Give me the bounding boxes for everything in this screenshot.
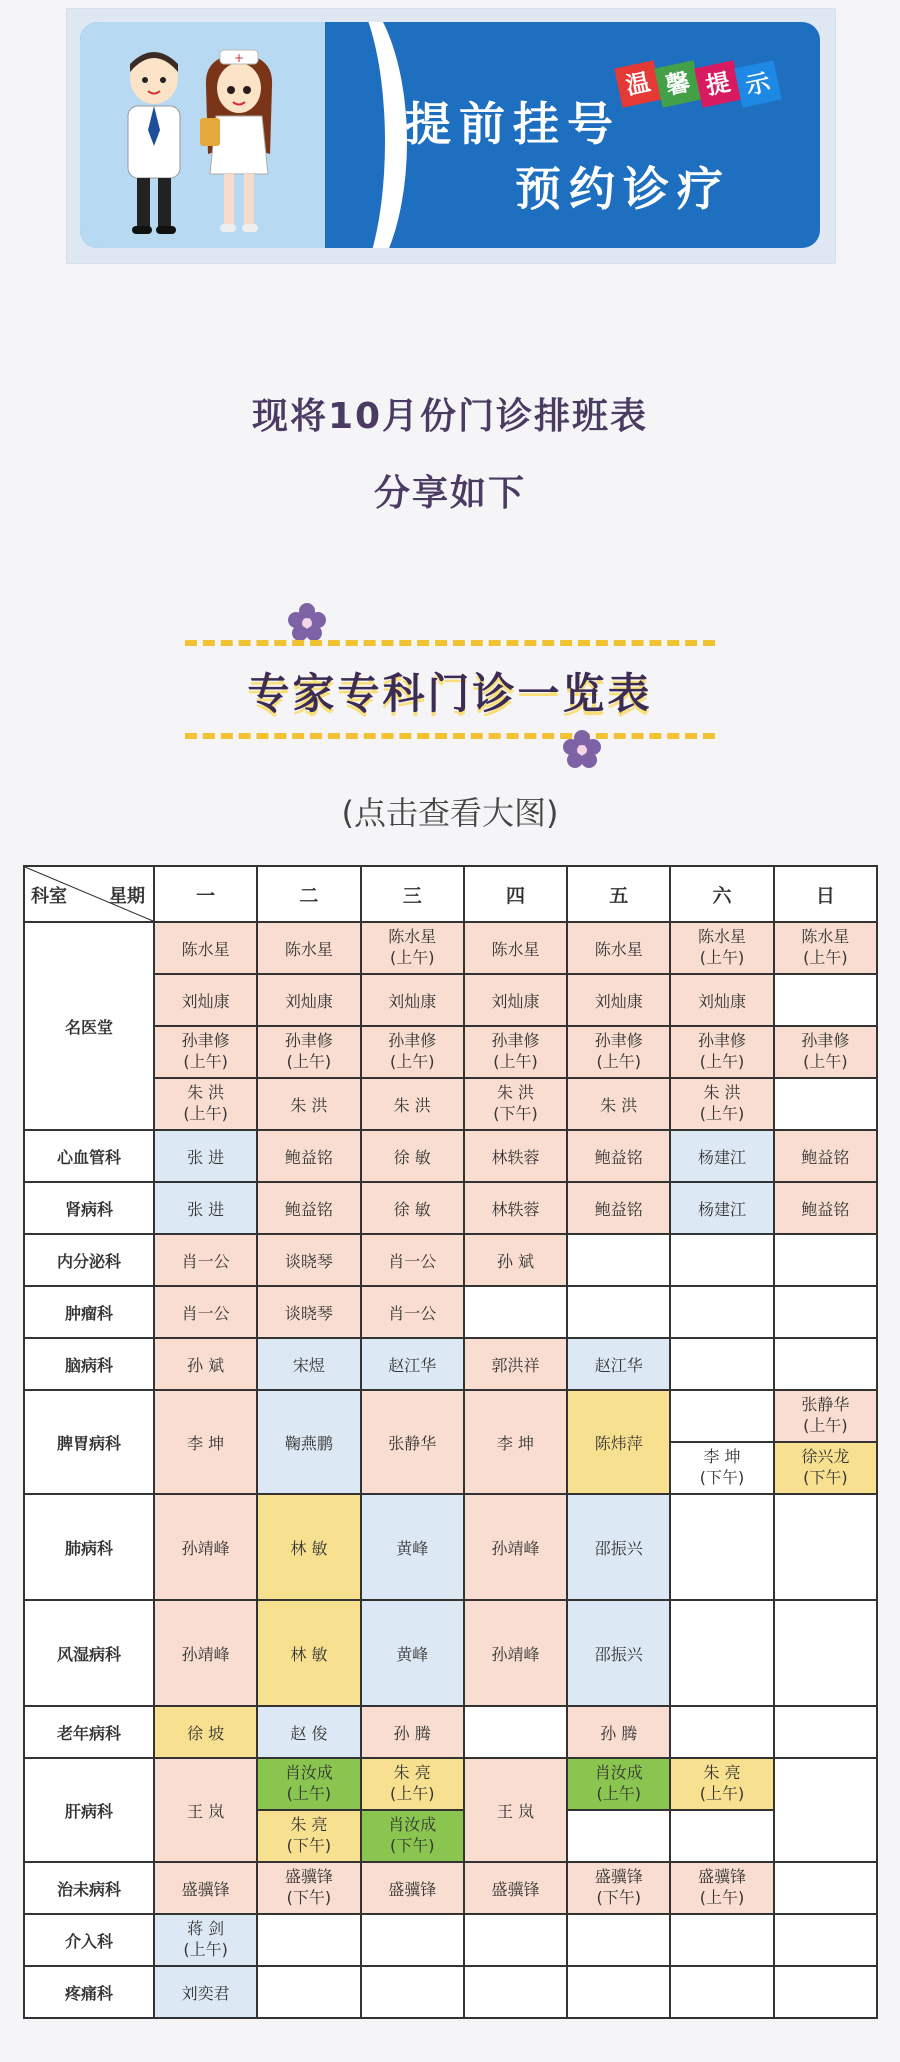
table-cell: 盛骥锋: [464, 1862, 567, 1914]
table-cell: 张静华 (上午): [774, 1390, 877, 1442]
nurse-illustration-icon: [196, 42, 282, 240]
table-cell: [464, 1286, 567, 1338]
header-day: 四: [464, 866, 567, 922]
table-cell: 赵江华: [567, 1338, 670, 1390]
table-cell: [567, 1914, 670, 1966]
table-cell: 肖一公: [361, 1286, 464, 1338]
table-cell: [670, 1494, 773, 1600]
table-cell: 刘灿康: [567, 974, 670, 1026]
table-cell: 刘奕君: [154, 1966, 257, 2018]
table-cell: 林轶蓉: [464, 1130, 567, 1182]
table-cell: 陈水星: [154, 922, 257, 974]
table-cell: 邵振兴: [567, 1494, 670, 1600]
table-cell: 王 岚: [154, 1758, 257, 1862]
table-cell: 刘灿康: [670, 974, 773, 1026]
header-day: 一: [154, 866, 257, 922]
table-cell: 杨建江: [670, 1130, 773, 1182]
table-cell: [774, 1338, 877, 1390]
table-cell: 鲍益铭: [257, 1130, 360, 1182]
table-cell: [670, 1390, 773, 1442]
dept-label: 脑病科: [24, 1338, 154, 1390]
table-cell: 朱 洪 (上午): [154, 1078, 257, 1130]
table-cell: [774, 1234, 877, 1286]
table-cell: 孙聿修 (上午): [774, 1026, 877, 1078]
table-row: [24, 1390, 877, 1442]
table-cell: 孙聿修 (上午): [154, 1026, 257, 1078]
table-cell: 朱 洪: [257, 1078, 360, 1130]
dept-label: 肿瘤科: [24, 1286, 154, 1338]
table-cell: 鲍益铭: [567, 1182, 670, 1234]
table-cell: 黄峰: [361, 1494, 464, 1600]
header-day: 二: [257, 866, 360, 922]
table-cell: 陈炜萍: [567, 1390, 670, 1494]
view-large-image-link[interactable]: (点击查看大图): [341, 794, 559, 832]
table-cell: 盛骥锋: [361, 1862, 464, 1914]
banner-title-line2: 预约诊疗: [515, 162, 731, 216]
table-cell: [464, 1966, 567, 2018]
table-row: [24, 922, 877, 974]
table-cell: 孙聿修 (上午): [567, 1026, 670, 1078]
table-cell: 孙 腾: [567, 1706, 670, 1758]
tip-char-4: 示: [734, 60, 781, 107]
table-cell: 陈水星: [567, 922, 670, 974]
tip-char-2: 馨: [654, 60, 701, 107]
table-cell: 孙聿修 (上午): [670, 1026, 773, 1078]
table-cell: 刘灿康: [154, 974, 257, 1026]
table-cell: 徐 敏: [361, 1130, 464, 1182]
table-cell: 张静华: [361, 1390, 464, 1494]
table-cell: 蒋 剑 (上午): [154, 1914, 257, 1966]
table-cell: 孙聿修 (上午): [361, 1026, 464, 1078]
table-row: [24, 1966, 877, 2018]
table-cell: 朱 洪 (上午): [670, 1078, 773, 1130]
table-cell: [361, 1914, 464, 1966]
table-cell: 陈水星 (上午): [670, 922, 773, 974]
table-cell: 鞠燕鹏: [257, 1390, 360, 1494]
table-cell: 孙 腾: [361, 1706, 464, 1758]
table-cell: 朱 亮 (上午): [361, 1758, 464, 1810]
table-cell: 肖一公: [154, 1286, 257, 1338]
table-cell: 肖汝成 (下午): [361, 1810, 464, 1862]
header-day-label: 星期: [109, 886, 145, 907]
dept-label: 肾病科: [24, 1182, 154, 1234]
dept-label: 老年病科: [24, 1706, 154, 1758]
table-cell: 朱 亮 (上午): [670, 1758, 773, 1810]
table-cell: 孙聿修 (上午): [257, 1026, 360, 1078]
table-cell: [670, 1914, 773, 1966]
table-cell: [670, 1600, 773, 1706]
table-cell: [670, 1338, 773, 1390]
table-cell: [774, 1600, 877, 1706]
table-cell: 张 进: [154, 1182, 257, 1234]
table-cell: [774, 1706, 877, 1758]
table-cell: 林 敏: [257, 1600, 360, 1706]
header-day: 六: [670, 866, 773, 922]
title-dash-top: [185, 640, 715, 646]
intro-line-1: 现将10月份门诊排班表: [251, 396, 649, 437]
table-row: [24, 1338, 877, 1390]
table-row: [24, 1130, 877, 1182]
table-cell: 朱 洪 (下午): [464, 1078, 567, 1130]
table-cell: [567, 1234, 670, 1286]
table-cell: [567, 1810, 670, 1862]
table-cell: 鲍益铭: [567, 1130, 670, 1182]
table-cell: [774, 1078, 877, 1130]
table-cell: 陈水星 (上午): [361, 922, 464, 974]
table-cell: 李 坤: [464, 1390, 567, 1494]
header-dept-label: 科室: [31, 886, 67, 907]
table-cell: [774, 1862, 877, 1914]
dept-label: 肺病科: [24, 1494, 154, 1600]
dept-label: 肝病科: [24, 1758, 154, 1862]
table-cell: 孙靖峰: [154, 1600, 257, 1706]
table-cell: 陈水星 (上午): [774, 922, 877, 974]
table-cell: [464, 1914, 567, 1966]
table-cell: 盛骥锋 (下午): [567, 1862, 670, 1914]
table-cell: 杨建江: [670, 1182, 773, 1234]
table-cell: 张 进: [154, 1130, 257, 1182]
table-cell: [670, 1810, 773, 1862]
table-row: [24, 1234, 877, 1286]
table-cell: 盛骥锋 (下午): [257, 1862, 360, 1914]
table-cell: 鲍益铭: [257, 1182, 360, 1234]
table-row: [24, 1914, 877, 1966]
intro-line-2: 分享如下: [373, 473, 526, 514]
table-cell: 徐 坡: [154, 1706, 257, 1758]
table-cell: 刘灿康: [464, 974, 567, 1026]
flower-icon: [287, 602, 327, 642]
table-cell: 孙 斌: [154, 1338, 257, 1390]
table-row: [24, 1494, 877, 1600]
table-cell: [774, 1286, 877, 1338]
table-cell: [361, 1966, 464, 2018]
table-cell: 王 岚: [464, 1758, 567, 1862]
table-row: [24, 1182, 877, 1234]
table-cell: 陈水星: [464, 922, 567, 974]
banner-curve: [265, 22, 407, 248]
dept-label: 治未病科: [24, 1862, 154, 1914]
table-cell: [567, 1966, 670, 2018]
tip-char-3: 提: [694, 60, 741, 107]
table-cell: 赵 俊: [257, 1706, 360, 1758]
table-cell: [670, 1966, 773, 2018]
table-cell: 孙靖峰: [154, 1494, 257, 1600]
table-cell: 朱 亮 (下午): [257, 1810, 360, 1862]
table-cell: [670, 1706, 773, 1758]
table-cell: 刘灿康: [361, 974, 464, 1026]
table-cell: 林轶蓉: [464, 1182, 567, 1234]
header-corner: [24, 866, 154, 922]
dept-label: 名医堂: [24, 922, 154, 1130]
table-cell: 李 坤: [154, 1390, 257, 1494]
table-cell: 朱 洪: [567, 1078, 670, 1130]
schedule-table: [23, 865, 878, 2019]
table-cell: 肖汝成 (上午): [567, 1758, 670, 1810]
dept-label: 风湿病科: [24, 1600, 154, 1706]
table-cell: 陈水星: [257, 922, 360, 974]
table-cell: 赵江华: [361, 1338, 464, 1390]
dept-label: 内分泌科: [24, 1234, 154, 1286]
table-cell: 郭洪祥: [464, 1338, 567, 1390]
table-cell: 邵振兴: [567, 1600, 670, 1706]
table-cell: 盛骥锋 (上午): [670, 1862, 773, 1914]
table-cell: 孙靖峰: [464, 1494, 567, 1600]
table-cell: 刘灿康: [257, 974, 360, 1026]
table-cell: 徐 敏: [361, 1182, 464, 1234]
table-cell: 谈晓琴: [257, 1234, 360, 1286]
doctor-illustration-icon: [114, 50, 194, 240]
table-cell: 徐兴龙 (下午): [774, 1442, 877, 1494]
dept-label: 疼痛科: [24, 1966, 154, 2018]
table-cell: 黄峰: [361, 1600, 464, 1706]
table-cell: 肖一公: [361, 1234, 464, 1286]
table-cell: 鲍益铭: [774, 1130, 877, 1182]
table-cell: [774, 1966, 877, 2018]
table-cell: 孙 斌: [464, 1234, 567, 1286]
table-row: [24, 1758, 877, 1810]
table-cell: 孙聿修 (上午): [464, 1026, 567, 1078]
table-cell: 肖一公: [154, 1234, 257, 1286]
banner-title-line1: 提前挂号: [405, 97, 621, 151]
tip-char-1: 温: [614, 60, 661, 107]
table-cell: [774, 1914, 877, 1966]
table-row: [24, 1706, 877, 1758]
flower-icon: [562, 729, 602, 769]
dept-label: 介入科: [24, 1914, 154, 1966]
table-cell: [774, 974, 877, 1026]
table-cell: 盛骥锋: [154, 1862, 257, 1914]
table-row: [24, 1286, 877, 1338]
table-cell: [567, 1286, 670, 1338]
svg-text:+: +: [233, 51, 245, 65]
table-row: [24, 1600, 877, 1706]
table-cell: 朱 洪: [361, 1078, 464, 1130]
dept-label: 心血管科: [24, 1130, 154, 1182]
table-cell: 谈晓琴: [257, 1286, 360, 1338]
table-cell: 李 坤 (下午): [670, 1442, 773, 1494]
table-cell: [670, 1234, 773, 1286]
dept-label: 脾胃病科: [24, 1390, 154, 1494]
title-dash-bottom: [185, 733, 715, 739]
table-cell: [774, 1758, 877, 1862]
table-cell: [257, 1914, 360, 1966]
table-cell: 鲍益铭: [774, 1182, 877, 1234]
table-cell: [774, 1494, 877, 1600]
table-row: [24, 1862, 877, 1914]
header-day: 日: [774, 866, 877, 922]
table-header-row: [24, 866, 877, 922]
table-cell: 宋煜: [257, 1338, 360, 1390]
section-title: 专家专科门诊一览表: [247, 669, 653, 718]
header-day: 三: [361, 866, 464, 922]
table-cell: [257, 1966, 360, 2018]
table-cell: 林 敏: [257, 1494, 360, 1600]
header-day: 五: [567, 866, 670, 922]
table-cell: 孙靖峰: [464, 1600, 567, 1706]
table-cell: 肖汝成 (上午): [257, 1758, 360, 1810]
table-cell: [464, 1706, 567, 1758]
table-cell: [670, 1286, 773, 1338]
